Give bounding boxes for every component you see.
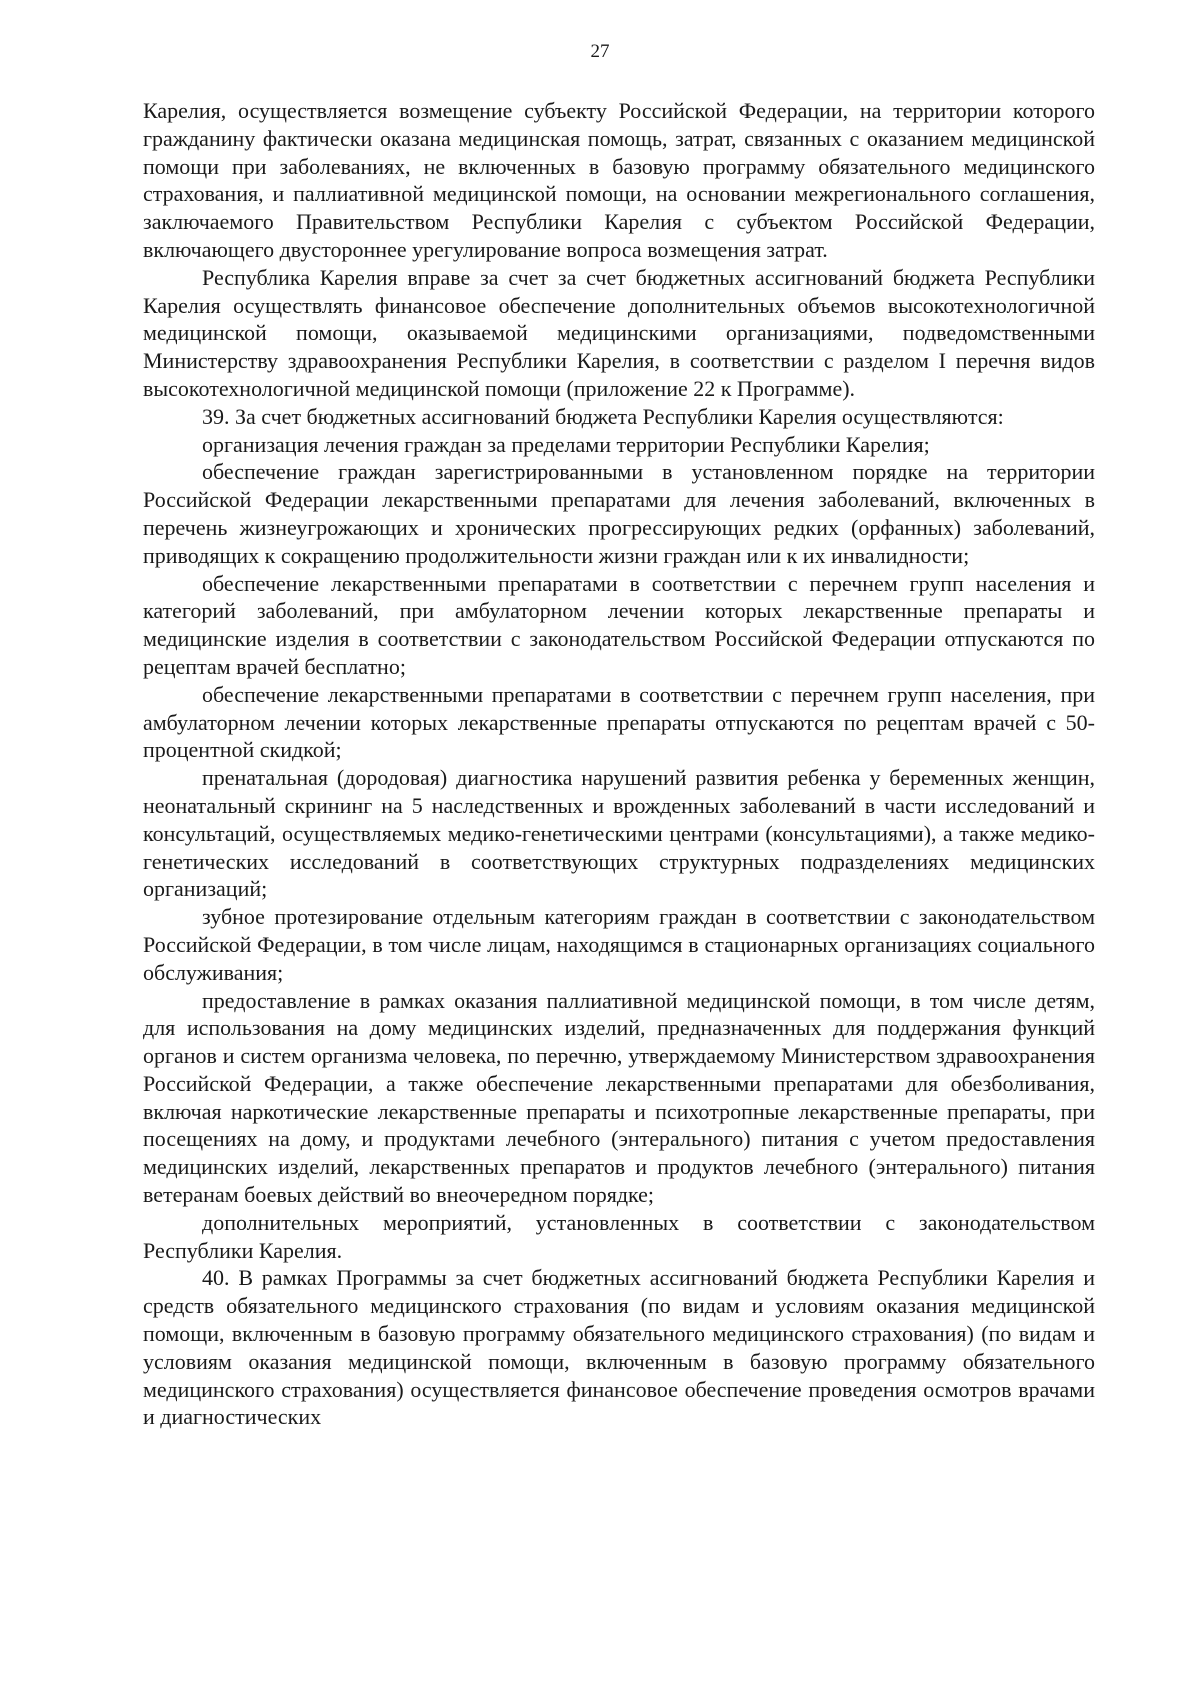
list-item: обеспечение лекарственными препаратами в соответствии с перечнем групп населения, при амбулаторном лечении которых лекарственные препараты отпускаются по рецептам врачей с 50-процентной скидкой; <box>143 681 1095 763</box>
list-item: организация лечения граждан за пределами территории Республики Карелия; <box>202 431 930 457</box>
list-item: предоставление в рамках оказания паллиативной медицинской помощи, в том числе детям, для использования на дому медицинских изделий, предназначенных для поддержания функций органов и систем организма человека, по перечню, утверждаемому Министерством здравоохранения Российской Федерации, а также обеспечение лекарственными препаратами для обезболивания, включая наркотические лекарственные препараты и психотропные лекарственные препараты, при посещениях на дому, и продуктами лечебного (энтерального) питания с учетом предоставления медицинских изделий, лекарственных препаратов и продуктов лечебного (энтерального) питания ветеранам боевых действий во внеочередном порядке; <box>143 987 1095 1208</box>
page-number: 27 <box>590 41 610 62</box>
list-item: обеспечение лекарственными препаратами в соответствии с перечнем групп населения и категорий заболеваний, при амбулаторном лечении которых лекарственные препараты и медицинские изделия в соответствии с законодательством Российской Федерации отпускаются по рецептам врачей бесплатно; <box>143 570 1095 679</box>
document-body <box>143 97 1095 1431</box>
list-item: обеспечение граждан зарегистрированными в установленном порядке на территории Российской Федерации лекарственными препаратами для лечения заболеваний, включенных в перечень жизнеугрожающих и хронических прогрессирующих редких (орфанных) заболеваний, приводящих к сокращению продолжительности жизни граждан или к их инвалидности; <box>143 459 1095 568</box>
list-item: пренатальная (дородовая) диагностика нарушений развития ребенка у беременных женщин, неонатальный скрининг на 5 наследственных и врожденных заболеваний в части исследований и консультаций, осуществляемых медико-генетическими центрами (консультациями), а также медико-генетических исследований в соответствующих структурных подразделениях медицинских организаций; <box>143 765 1095 902</box>
paragraph-item-40: 40. В рамках Программы за счет бюджетных ассигнований бюджета Республики Карелия и средств обязательного медицинского страхования (по видам и условиям оказания медицинской помощи, включенным в базовую программу обязательного медицинского страхования) (по видам и условиям оказания медицинской помощи, включенным в базовую программу обязательного медицинского страхования) осуществляется финансовое обеспечение проведения осмотров врачами и диагностических <box>143 1265 1095 1430</box>
list-item: зубное протезирование отдельным категориям граждан в соответствии с законодательством Российской Федерации, в том числе лицам, находящимся в стационарных организациях социального обслуживания; <box>143 904 1095 985</box>
paragraph-high-tech-care: Республика Карелия вправе за счет за счет бюджетных ассигнований бюджета Республики Карелия осуществлять финансовое обеспечение дополнительных объемов высокотехнологичной медицинской помощи, оказываемой медицинскими организациями, подведомственными Министерству здравоохранения Республики Карелия, в соответствии с разделом I перечня видов высокотехнологичной медицинской помощи (приложение 22 к Программе). <box>143 264 1095 401</box>
paragraph-item-39-heading: 39. За счет бюджетных ассигнований бюджета Республики Карелия осуществляются: <box>202 403 1004 429</box>
list-item: дополнительных мероприятий, установленных в соответствии с законодательством Республики Карелия. <box>143 1209 1095 1263</box>
paragraph-continuation: Карелия, осуществляется возмещение субъекту Российской Федерации, на территории которого гражданину фактически оказана медицинская помощь, затрат, связанных с оказанием медицинской помощи при заболеваниях, не включенных в базовую программу обязательного медицинского страхования, и паллиативной медицинской помощи, на основании межрегионального соглашения, заключаемого Правительством Республики Карелия с субъектом Российской Федерации, включающего двустороннее урегулирование вопроса возмещения затрат. <box>143 98 1095 262</box>
